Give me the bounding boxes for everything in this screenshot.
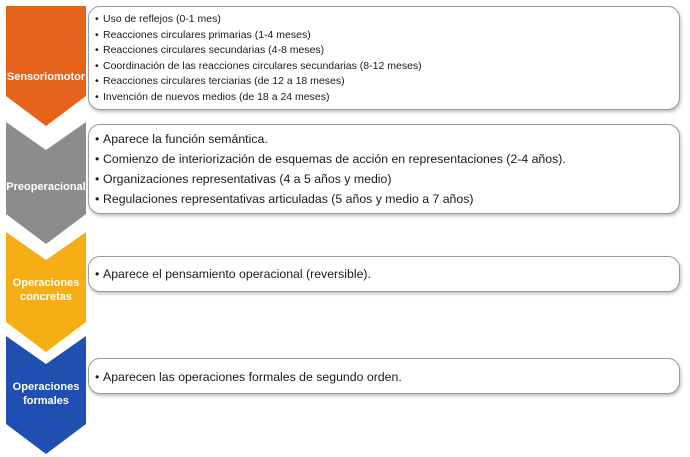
list-item: • Reacciones circulares terciarias (de 12 a 18 meses) bbox=[95, 74, 679, 90]
list-item: • Reacciones circulares primarias (1-4 meses) bbox=[95, 28, 679, 44]
list-item: • Aparece la función semántica. bbox=[95, 129, 679, 149]
list-item: • Invención de nuevos medios (de 18 a 24 meses) bbox=[95, 90, 679, 106]
stage-label-line: Operaciones bbox=[12, 381, 80, 393]
stage-preoperacional-box bbox=[88, 124, 680, 214]
stage-label-operaciones-formales bbox=[0, 380, 92, 408]
sensoriomotor-list bbox=[95, 12, 679, 105]
stage-operaciones-formales-chevron bbox=[0, 336, 92, 454]
stage-label-operaciones-concretas bbox=[0, 276, 92, 304]
list-item: • Organizaciones representativas (4 a 5 años y medio) bbox=[95, 169, 679, 189]
stage-label-line: concretas bbox=[20, 291, 72, 303]
stage-label-preoperacional: Preoperacional bbox=[6, 181, 86, 193]
stage-operaciones-concretas-box bbox=[88, 256, 680, 292]
stage-operaciones-concretas-chevron bbox=[0, 232, 92, 352]
stage-operaciones-formales-box bbox=[88, 358, 680, 394]
list-item: • Comienzo de interiorización de esquemas de acción en representaciones (2-4 años). bbox=[95, 149, 679, 169]
stage-sensoriomotor-chevron bbox=[0, 6, 92, 126]
stage-label-line: formales bbox=[23, 395, 69, 407]
stage-sensoriomotor-box bbox=[88, 6, 680, 110]
list-item: • Coordinación de las reacciones circulares secundarias (8-12 meses) bbox=[95, 59, 679, 75]
list-item: • Reacciones circulares secundarias (4-8 meses) bbox=[95, 43, 679, 59]
list-item: • Aparece el pensamiento operacional (reversible). bbox=[95, 264, 679, 284]
stage-preoperacional-chevron bbox=[0, 122, 92, 244]
stage-label-sensoriomotor: Sensoriomotor bbox=[6, 71, 86, 83]
stage-label-line: Operaciones bbox=[12, 277, 80, 289]
chevron-down-shape bbox=[0, 6, 92, 126]
list-item: • Regulaciones representativas articuladas (5 años y medio a 7 años) bbox=[95, 189, 679, 209]
preoperacional-list bbox=[95, 129, 679, 209]
list-item: • Uso de reflejos (0-1 mes) bbox=[95, 12, 679, 28]
operaciones-concretas-list bbox=[95, 264, 679, 284]
operaciones-formales-list bbox=[95, 367, 679, 387]
list-item: • Aparecen las operaciones formales de segundo orden. bbox=[95, 367, 679, 387]
